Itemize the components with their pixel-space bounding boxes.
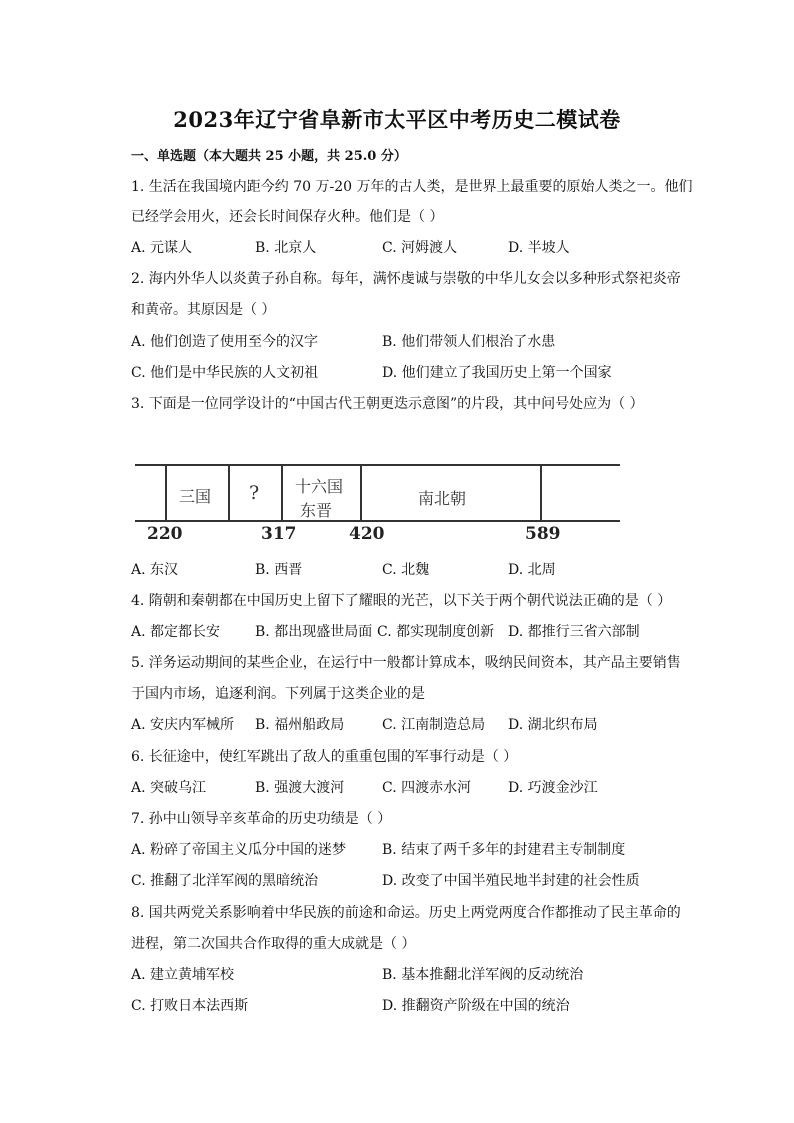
timeline-divider: [360, 464, 362, 522]
timeline-cell-question-mark: ?: [249, 482, 260, 504]
q5-option-b: B. 福州船政局: [255, 717, 345, 733]
q1-stem-line1: 1. 生活在我国境内距今约 70 万-20 万年的古人类，是世界上最重要的原始人类之一。他们: [131, 179, 693, 195]
q8-option-a: A. 建立黄埔军校: [131, 967, 235, 983]
timeline-divider: [281, 464, 283, 522]
section-heading: 一、单选题（本大题共 25 小题，共 25.0 分）: [131, 149, 407, 164]
dynasty-timeline-figure: [135, 460, 635, 550]
q8-stem-line2: 进程，第二次国共合作取得的重大成就是（ ）: [131, 936, 416, 952]
q5-stem-line2: 于国内市场，追逐利润。下列属于这类企业的是: [131, 686, 425, 702]
q6-option-d: D. 巧渡金沙江: [508, 780, 598, 796]
q7-option-d: D. 改变了中国半殖民地半封建的社会性质: [382, 873, 640, 889]
q7-option-a: A. 粉碎了帝国主义瓜分中国的迷梦: [131, 842, 347, 858]
page-title: 2023年辽宁省阜新市太平区中考历史二模试卷: [173, 107, 621, 132]
timeline-bottom-rule: [135, 520, 620, 522]
q8-option-d: D. 推翻资产阶级在中国的统治: [382, 998, 570, 1014]
timeline-cell-northern-southern: 南北朝: [418, 489, 467, 508]
q3-option-a: A. 东汉: [131, 562, 179, 578]
timeline-cell-eastern-jin: 东晋: [300, 501, 333, 520]
timeline-divider: [165, 464, 167, 522]
q5-option-a: A. 安庆内军械所: [131, 717, 235, 733]
timeline-year-label: 420: [349, 524, 385, 544]
q2-option-a: A. 他们创造了使用至今的汉字: [131, 334, 319, 350]
timeline-cell-three-kingdoms: 三国: [179, 487, 212, 506]
q6-option-c: C. 四渡赤水河: [382, 780, 472, 796]
timeline-year-label: 589: [525, 524, 561, 544]
q5-stem-line1: 5. 洋务运动期间的某些企业，在运行中一般都计算成本，吸纳民间资本，其产品主要销售: [131, 655, 681, 671]
q8-option-b: B. 基本推翻北洋军阀的反动统治: [382, 967, 584, 983]
q1-stem-line2: 已经学会用火，还会长时间保存火种。他们是（ ）: [131, 209, 444, 225]
q1-option-b: B. 北京人: [255, 240, 317, 256]
q4-stem-line1: 4. 隋朝和秦朝都在中国历史上留下了耀眼的光芒，以下关于两个朝代说法正确的是（ ）: [131, 593, 672, 609]
q7-option-c: C. 推翻了北洋军阀的黑暗统治: [131, 873, 319, 889]
q3-stem-line1: 3. 下面是一位同学设计的“中国古代王朝更迭示意图”的片段，其中问号处应为（ ）: [131, 396, 644, 412]
timeline-cell-sixteen-kingdoms: 十六国: [295, 477, 344, 496]
q5-option-d: D. 湖北织布局: [508, 717, 598, 733]
q1-option-d: D. 半坡人: [508, 240, 570, 256]
q6-option-a: A. 突破乌江: [131, 780, 207, 796]
q4-option-d: D. 都推行三省六部制: [508, 624, 640, 640]
q3-option-b: B. 西晋: [255, 562, 303, 578]
q3-option-d: D. 北周: [508, 562, 556, 578]
q1-option-c: C. 河姆渡人: [382, 240, 458, 256]
q2-stem-line2: 和黄帝。其原因是（ ）: [131, 302, 276, 318]
timeline-top-rule: [135, 464, 620, 466]
q6-stem-line1: 6. 长征途中，使红军跳出了敌人的重重包围的军事行动是（ ）: [131, 749, 518, 765]
timeline-year-label: 317: [261, 524, 297, 544]
q7-stem-line1: 7. 孙中山领导辛亥革命的历史功绩是（ ）: [131, 811, 392, 827]
timeline-divider: [228, 464, 230, 522]
q1-option-a: A. 元谋人: [131, 240, 193, 256]
q4-option-c: C. 都实现制度创新: [377, 624, 495, 640]
q3-option-c: C. 北魏: [382, 562, 430, 578]
q5-option-c: C. 江南制造总局: [382, 717, 486, 733]
timeline-divider: [540, 464, 542, 522]
q2-option-b: B. 他们带领人们根治了水患: [382, 334, 556, 350]
q2-stem-line1: 2. 海内外华人以炎黄子孙自称。每年，满怀虔诚与崇敬的中华儿女会以多种形式祭祀炎帝: [131, 271, 681, 287]
q6-option-b: B. 强渡大渡河: [255, 780, 345, 796]
q4-option-b: B. 都出现盛世局面: [255, 624, 373, 640]
q4-option-a: A. 都定都长安: [131, 624, 221, 640]
timeline-year-label: 220: [147, 524, 183, 544]
q8-stem-line1: 8. 国共两党关系影响着中华民族的前途和命运。历史上两党两度合作都推动了民主革命的: [131, 905, 681, 921]
q7-option-b: B. 结束了两千多年的封建君主专制制度: [382, 842, 626, 858]
q2-option-c: C. 他们是中华民族的人文初祖: [131, 365, 319, 381]
q8-option-c: C. 打败日本法西斯: [131, 998, 249, 1014]
q2-option-d: D. 他们建立了我国历史上第一个国家: [382, 365, 612, 381]
